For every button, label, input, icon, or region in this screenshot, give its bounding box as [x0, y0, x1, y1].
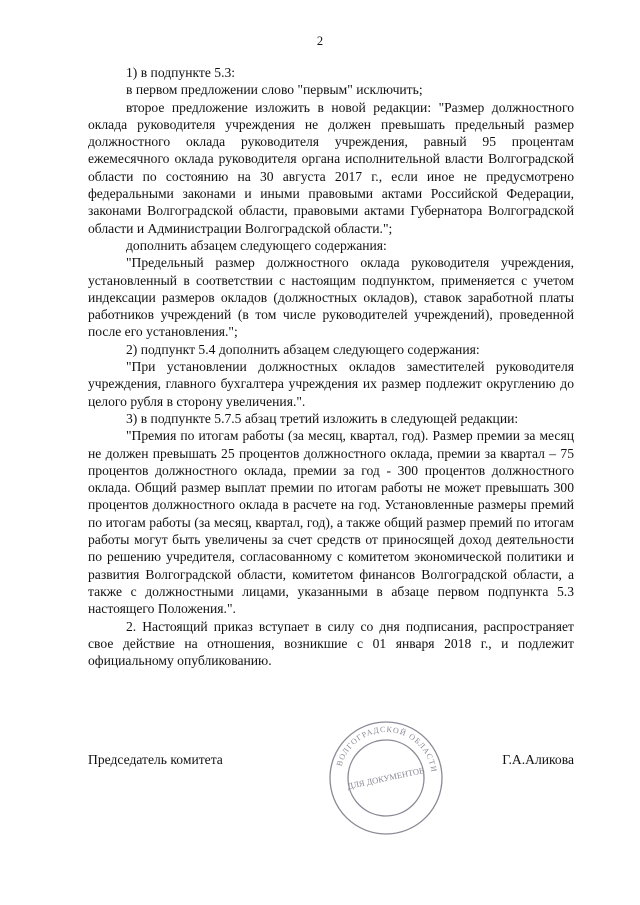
- paragraph: "При установлении должностных окладов заместителей руководителя учреждения, главного бухгалтера учреждения их размер подлежит округлению до целого рубля в сторону увеличения.".: [88, 359, 574, 409]
- paragraph: "Предельный размер должностного оклада руководителя учреждения, установленный в соответствии с настоящим подпунктом, применяется с учетом индексации размеров окладов (должностных окладов), ставок заработной платы работников учреждений (в том числе руководителей учреждений), проведенной после его установления.";: [88, 255, 574, 340]
- paragraph: второе предложение изложить в новой редакции: "Размер должностного оклада руководителя учреждения не должен превышать предельный размер должностного оклада руководителя учреждения, равный 95 процентам ежемесячного оклада руководителя органа исполнительной власти Волгоградской области по состоянию на 30 августа 2017 г., если иное не предусмотрено федеральными законами и иными правовыми актами Российской Федерации, законами Волгоградской области, правовыми актами Губернатора Волгоградской области и Администрации Волгоградской области.";: [88, 99, 574, 236]
- paragraph: 2) подпункт 5.4 дополнить абзацем следующего содержания:: [126, 341, 480, 357]
- official-stamp: [326, 718, 446, 838]
- paragraph: 1) в подпункте 5.3:: [126, 65, 236, 80]
- signatory-position: Председатель комитета: [88, 752, 223, 767]
- paragraph: 2. Настоящий приказ вступает в силу со дня подписания, распространяет свое действие на отношения, возникшие с 01 января 2018 г., и подлежит официальному опубликованию.: [88, 618, 574, 669]
- paragraph: 3) в подпункте 5.7.5 абзац третий изложить в следующей редакции:: [126, 410, 519, 426]
- stamp-center-text: ДЛЯ ДОКУМЕНТОВ: [346, 764, 426, 792]
- document-body: [88, 64, 574, 669]
- stamp-ring-text: ВОЛГОГРАДСКОЙ ОБЛАСТИ: [334, 724, 439, 774]
- paragraph: дополнить абзацем следующего содержания:: [126, 237, 387, 253]
- paragraph: "Премия по итогам работы (за месяц, квартал, год). Размер премии за месяц не должен превышать 25 процентов должностного оклада, премии за квартал – 75 процентов должностного оклада, премии за год - 300 процентов должностного оклада. Общий размер выплат премии по итогам работы не может превышать 300 процентов должностного оклада в расчете на год. Установленные размеры премий по итогам работы (за месяц, квартал, год), а также общий размер премий по итогам работы могут быть увеличены за счет средств от приносящей доход деятельности по решению учредителя, согласованному с комитетом экономической политики и развития Волгоградской области, комитетом финансов Волгоградской области, а также с должностными лицами, указанными в абзаце первом подпункта 5.3 настоящего Положения.".: [88, 428, 574, 617]
- signatory-name: Г.А.Аликова: [502, 752, 574, 767]
- page-number: 2: [316, 34, 324, 48]
- paragraph: в первом предложении слово "первым" исключить;: [126, 82, 423, 98]
- stamp-seal-icon: [326, 718, 446, 838]
